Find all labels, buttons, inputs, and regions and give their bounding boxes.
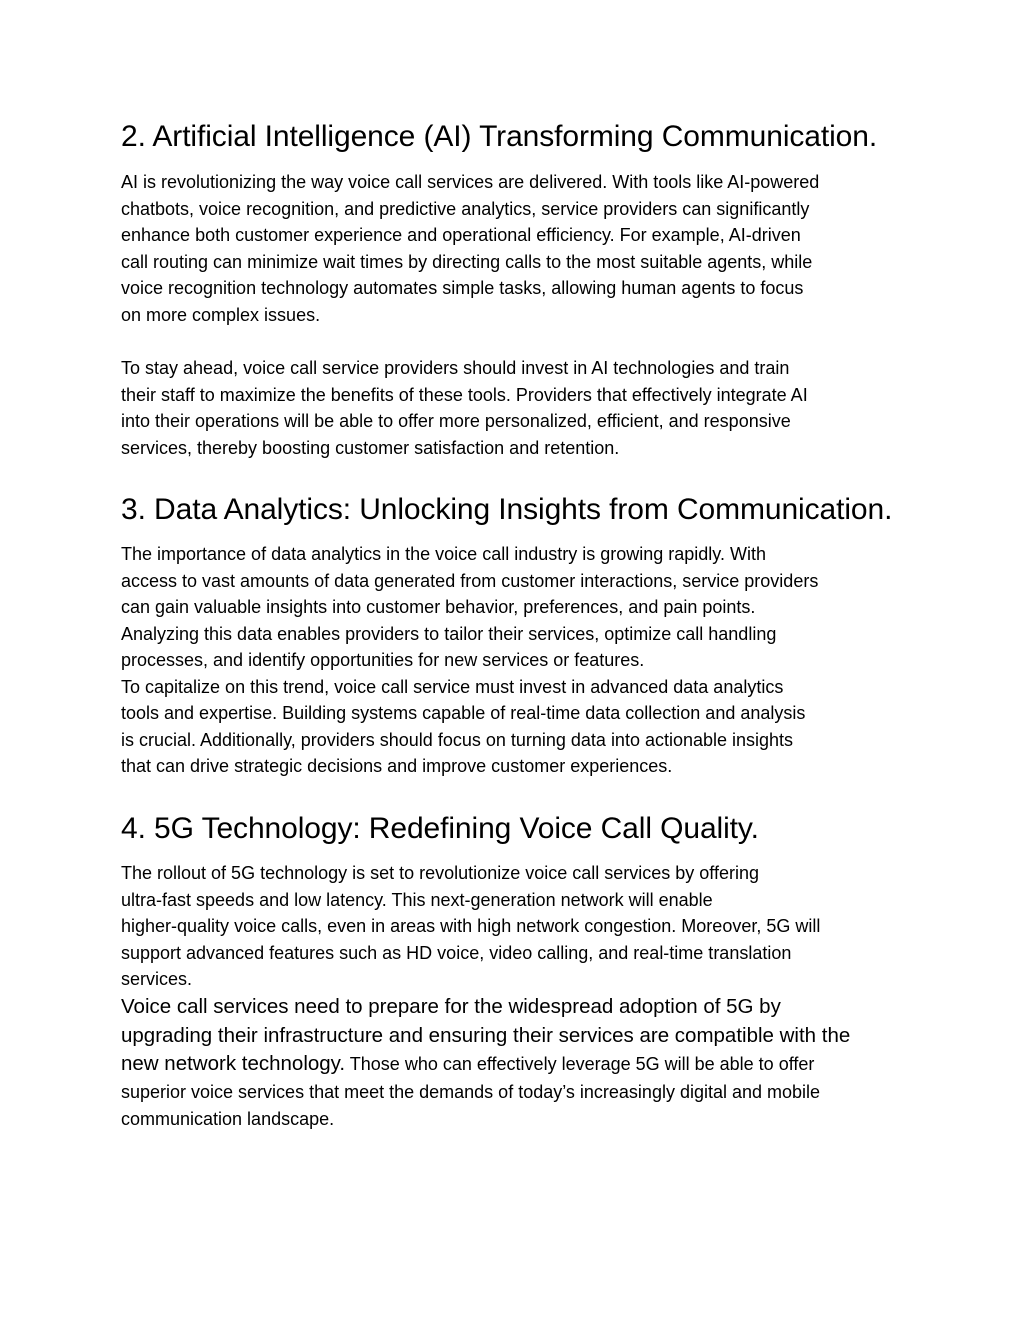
paragraph-data-analytics (121, 541, 818, 780)
section-heading-ai: 2. Artificial Intelligence (AI) Transforming Communication. (121, 120, 878, 153)
text-run: new network technology. (121, 1052, 346, 1075)
paragraph-ai-intro (121, 169, 819, 328)
text-line: support advanced features such as HD voice, video calling, and real-time translation (121, 942, 792, 963)
text-line: services. (121, 969, 193, 989)
text-line: call routing can minimize wait times by directing calls to the most suitable agents, while (121, 251, 813, 272)
text-line: To stay ahead, voice call service providers should invest in AI technologies and train (121, 358, 790, 378)
text-run: Those who can effectively leverage 5G will be able to offer (345, 1054, 815, 1074)
text-line: Analyzing this data enables providers to tailor their services, optimize call handling (121, 623, 777, 644)
text-line: The rollout of 5G technology is set to revolutionize voice call services by offering (121, 863, 759, 883)
paragraph-ai-invest (121, 355, 808, 461)
text-line: is crucial. Additionally, providers should focus on turning data into actionable insights (121, 729, 794, 750)
text-line: that can drive strategic decisions and improve customer experiences. (121, 756, 673, 776)
text-line: on more complex issues. (121, 304, 321, 325)
text-line: higher-quality voice calls, even in areas with high network congestion. Moreover, 5G will (121, 916, 821, 936)
section-heading-data-analytics: 3. Data Analytics: Unlocking Insights from Communication. (121, 493, 893, 526)
text-line: their staff to maximize the benefits of these tools. Providers that effectively integrate AI (121, 384, 808, 405)
text-line: tools and expertise. Building systems capable of real-time data collection and analysis (121, 703, 806, 723)
text-line: processes, and identify opportunities for new services or features. (121, 650, 645, 670)
paragraph-5g-prepare (121, 993, 850, 1133)
text-line: superior voice services that meet the demands of today’s increasingly digital and mobile (121, 1081, 821, 1102)
text-line: AI is revolutionizing the way voice call services are delivered. With tools like AI-powered (121, 172, 820, 192)
text-line (121, 1050, 850, 1079)
text-line: can gain valuable insights into customer behavior, preferences, and pain points. (121, 597, 756, 617)
text-line: access to vast amounts of data generated from customer interactions, service providers (121, 570, 819, 591)
text-line: enhance both customer experience and operational efficiency. For example, AI-driven (121, 225, 801, 245)
text-line: To capitalize on this trend, voice call service must invest in advanced data analytics (121, 676, 784, 697)
text-line: chatbots, voice recognition, and predictive analytics, service providers can significantly (121, 198, 810, 219)
text-line: ultra-fast speeds and low latency. This next-generation network will enable (121, 889, 713, 910)
paragraph-5g-rollout (121, 860, 820, 993)
text-line: voice recognition technology automates simple tasks, allowing human agents to focus (121, 278, 804, 298)
text-line: upgrading their infrastructure and ensuring their services are compatible with the (121, 1023, 851, 1047)
text-line: The importance of data analytics in the voice call industry is growing rapidly. With (121, 544, 766, 564)
text-line: services, thereby boosting customer satisfaction and retention. (121, 437, 620, 458)
text-line: communication landscape. (121, 1108, 335, 1129)
text-line: Voice call services need to prepare for the widespread adoption of 5G by (121, 995, 781, 1018)
section-heading-5g: 4. 5G Technology: Redefining Voice Call Quality. (121, 812, 759, 845)
text-line: into their operations will be able to offer more personalized, efficient, and responsive (121, 411, 791, 431)
